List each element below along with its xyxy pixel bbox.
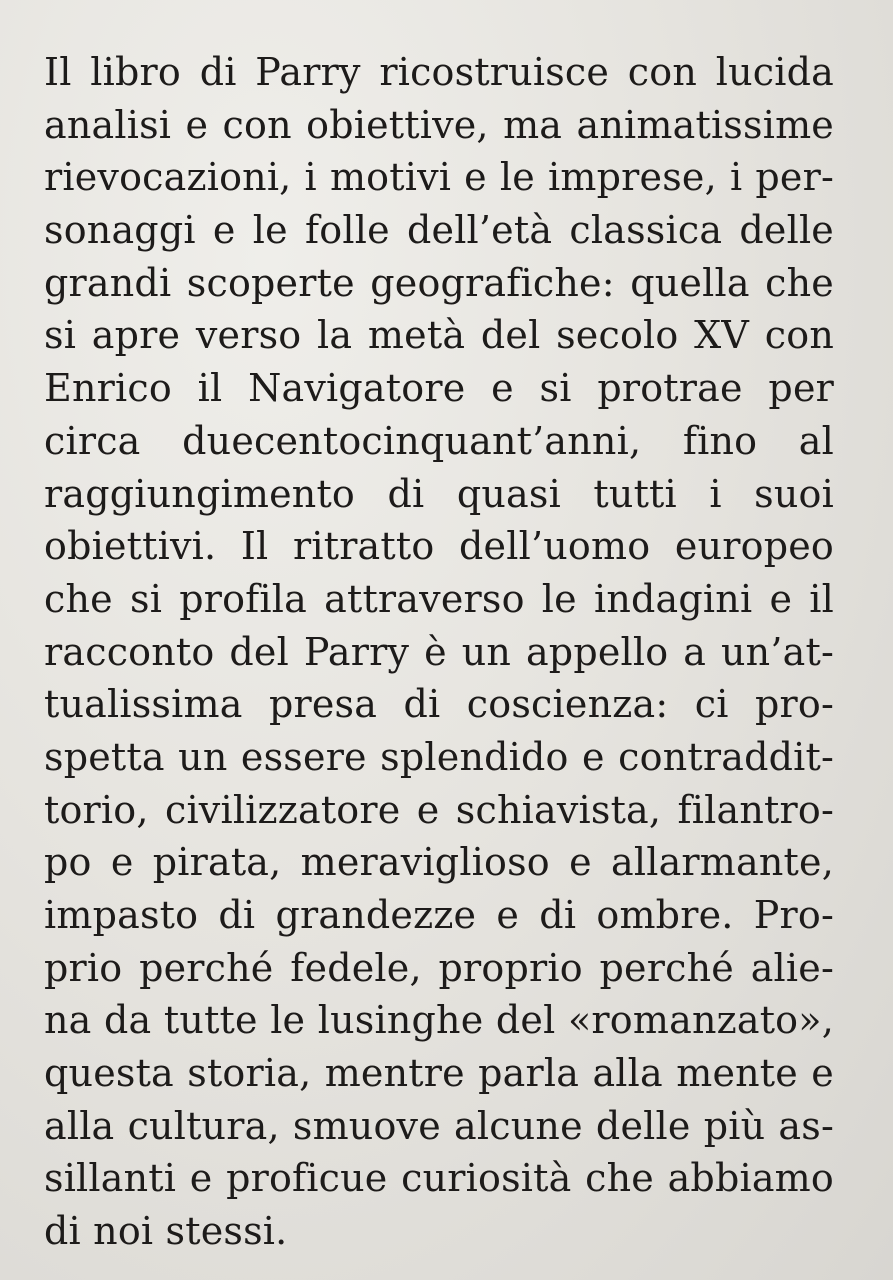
- text-line: raggiungimento di quasi tutti i suoi: [44, 471, 834, 516]
- text-line: sonaggi e le folle dell’età classica delle: [44, 208, 834, 253]
- text-line: sillanti e proficue curiosità che abbiamo: [44, 1156, 834, 1201]
- text-line: circa duecentocinquant’anni, fino al: [44, 418, 834, 463]
- text-line: na da tutte le lusinghe del «romanzato»,: [44, 998, 834, 1043]
- text-line: obiettivi. Il ritratto dell’uomo europeo: [44, 524, 834, 569]
- text-line: po e pirata, meraviglioso e allarmante,: [44, 840, 834, 885]
- text-line: questa storia, mentre parla alla mente e: [44, 1051, 834, 1096]
- text-line: spetta un essere splendido e contraddit-: [44, 734, 834, 779]
- text-line: analisi e con obiettive, ma animatissime: [44, 102, 834, 147]
- text-line: prio perché fedele, proprio perché alie-: [44, 945, 834, 990]
- text-line: torio, civilizzatore e schiavista, filantro-: [44, 787, 834, 832]
- text-line: Enrico il Navigatore e si protrae per: [44, 366, 834, 411]
- text-line: tualissima presa di coscienza: ci pro-: [44, 682, 834, 727]
- text-line: grandi scoperte geografiche: quella che: [44, 260, 834, 305]
- text-line: si apre verso la metà del secolo XV con: [44, 313, 834, 358]
- text-line: rievocazioni, i motivi e le imprese, i per-: [44, 155, 834, 200]
- text-line: che si profila attraverso le indagini e il: [44, 576, 834, 621]
- text-line: racconto del Parry è un appello a un’at-: [44, 629, 834, 674]
- text-line: impasto di grandezze e di ombre. Pro-: [44, 893, 834, 937]
- blurb-paragraph: [44, 46, 834, 1258]
- text-line: alla cultura, smuove alcune delle più as-: [44, 1103, 834, 1148]
- text-line-last: di noi stessi.: [44, 1209, 288, 1254]
- text-line: Il libro di Parry ricostruisce con lucida: [44, 50, 834, 94]
